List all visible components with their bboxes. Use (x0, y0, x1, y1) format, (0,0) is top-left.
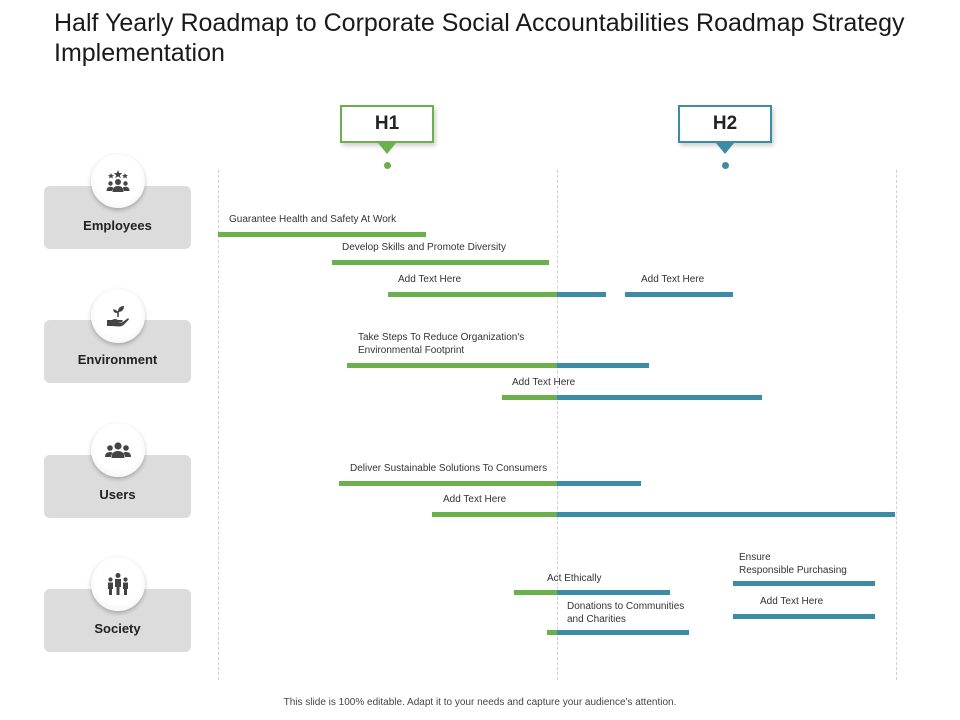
task-bar-h1 (432, 512, 557, 517)
footer-note: This slide is 100% editable. Adapt it to your needs and capture your audience's attention. (283, 697, 677, 708)
task-label: Guarantee Health and Safety At Work (229, 214, 397, 225)
society-people-icon (91, 557, 145, 611)
users-group-icon (91, 423, 145, 477)
task-bar-h2 (557, 363, 649, 368)
task-bar-h2 (625, 292, 733, 297)
task-bar-h1 (388, 292, 557, 297)
task-bar-h2 (557, 630, 689, 635)
phase-h1-dot (384, 162, 391, 169)
task-label: Add Text Here (641, 274, 705, 285)
task-label: Add Text Here (512, 377, 576, 388)
task-bar-h2 (557, 292, 606, 297)
task-bar-h2 (557, 590, 670, 595)
task-label-line: Take Steps To Reduce Organization's (358, 332, 525, 343)
task-label: Deliver Sustainable Solutions To Consumers (350, 463, 548, 474)
task-label (739, 551, 847, 577)
phase-h2-label: H2 (712, 113, 738, 134)
task-bar-h2 (733, 581, 875, 586)
task-label-line: Donations to Communities (567, 601, 685, 612)
task-label-line: Environmental Footprint (358, 345, 465, 356)
task-label-line: Responsible Purchasing (739, 565, 847, 576)
task-bar-h1 (218, 232, 426, 237)
task-bar-h1 (347, 363, 557, 368)
phase-h1-box (340, 105, 434, 143)
timeline-end-line (896, 170, 897, 680)
timeline-start-line (218, 170, 219, 680)
task-bar-h1 (339, 481, 557, 486)
task-label: Add Text Here (398, 274, 462, 285)
phase-divider-line (557, 170, 558, 680)
category-society-label: Society (94, 621, 141, 636)
task-bar-h2 (557, 481, 641, 486)
category-users-label: Users (99, 487, 136, 502)
phase-h1-pointer (378, 143, 396, 154)
phase-h2-dot (722, 162, 729, 169)
task-label: Develop Skills and Promote Diversity (342, 242, 506, 253)
task-label: Add Text Here (760, 596, 824, 607)
task-label (358, 331, 524, 357)
task-bar-h1 (547, 630, 557, 635)
task-label-line: Ensure (739, 552, 771, 563)
task-bar-h2 (733, 614, 875, 619)
page-title: Half Yearly Roadmap to Corporate Social Accountabilities Roadmap Strategy Implementation (54, 9, 905, 67)
phase-h1-label: H1 (374, 113, 400, 134)
category-employees-label: Employees (83, 218, 152, 233)
phase-h2-pointer (716, 143, 734, 154)
task-bar-h1 (332, 260, 549, 265)
task-label: Add Text Here (443, 494, 507, 505)
task-bar-h2 (557, 512, 895, 517)
task-label (567, 600, 684, 626)
task-label-line: and Charities (567, 614, 626, 625)
phase-h2-box (678, 105, 772, 143)
category-environment-label: Environment (77, 352, 158, 367)
task-bar-h1 (514, 590, 557, 595)
task-bar-h1 (502, 395, 557, 400)
task-label: Act Ethically (547, 573, 602, 584)
employees-icon (91, 154, 145, 208)
plant-in-hand-icon (91, 289, 145, 343)
task-bar-h2 (557, 395, 762, 400)
